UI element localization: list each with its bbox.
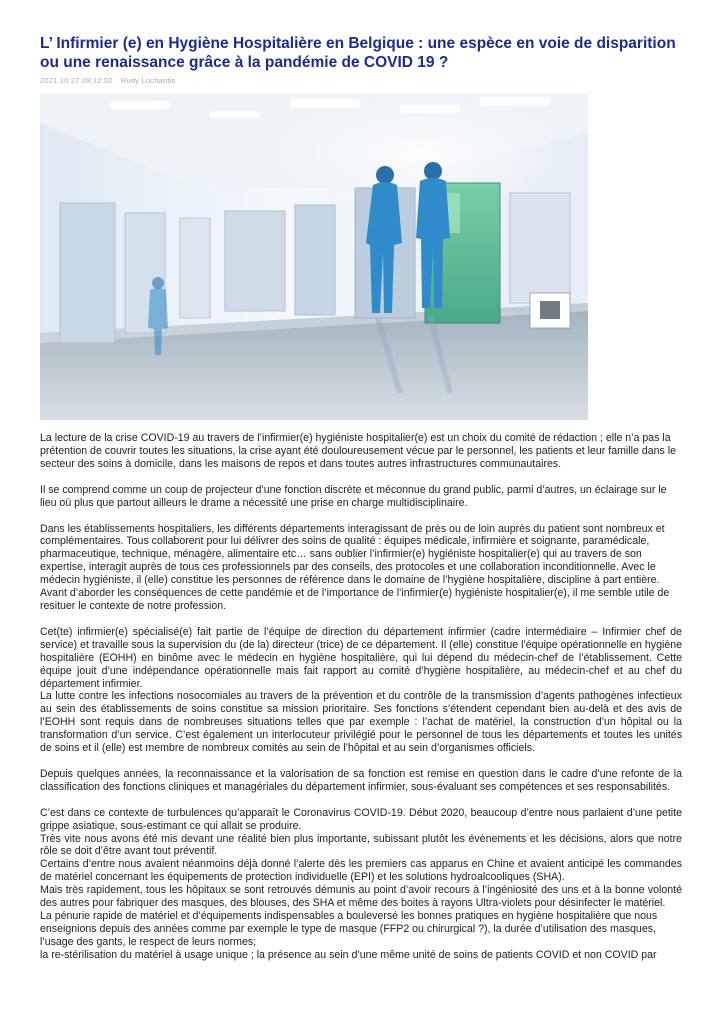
paragraph: La lecture de la crise COVID-19 au travers de l’infirmier(e) hygiéniste hospitalier(e) est un choix du comité de rédaction ; elle n’a pas la prétention de couvrir toutes les situations, la crise ayant été douloureusement vécue par le personnel, les patients et leur famille dans le secteur des soins à domicile, dans les maisons de repos et dans toutes autres infrastructures communautaires. bbox=[40, 432, 676, 470]
paragraph: C’est dans ce contexte de turbulences qu’apparaît le Coronavirus COVID-19. Début 2020, beaucoup d’entre nous parlaient d’une petite grippe asiatique, sous-estimant ce qui allait se produire. bbox=[40, 806, 682, 832]
hospital-corridor-photo bbox=[40, 93, 588, 420]
paragraph: la re-stérilisation du matériel à usage unique ; la présence au sein d’une même unité de soins de patients COVID et non COVID par bbox=[40, 948, 657, 961]
paragraph: La pénurie rapide de matériel et d’équipements indispensables a bouleversé les bonnes pratiques en hygiène hospitalière que nous enseignions depuis des années comme par exemple le type de masque (FFP2 ou chirurgical ?), la durée d’utilisation des masques, l’usage des gants, le respect de leurs normes; bbox=[40, 910, 658, 948]
publish-date: 2021 10 27 09:12:02 bbox=[40, 76, 113, 85]
author-name: Rudy Lochantis bbox=[120, 76, 176, 85]
paragraph: Il se comprend comme un coup de projecteur d’une fonction discrète et méconnue du grand public, parmi d’autres, un éclairage sur le lieu où plus que partout ailleurs le drame a nécessité une prise en charge multidisciplinaire. bbox=[40, 483, 667, 509]
article-title: L’ Infirmier (e) en Hygiène Hospitalière en Belgique : une espèce en voie de disparition ou une renaissance grâce à la pandémie de COVID 19 ? bbox=[40, 35, 676, 71]
paragraph: Certains d’entre nous avaient néanmoins déjà donné l’alerte dès les premiers cas apparus en Chine et avaient anticipé les commandes de matériel concernant les équipements de protection individuelle (EPI) et les solutions hydroalcooliques (SHA). bbox=[40, 858, 682, 884]
paragraph: Très vite nous avons été mis devant une réalité bien plus importante, subissant plutôt les évènements et les décisions, alors que notre rôle se doit d’être avant tout préventif. bbox=[40, 832, 682, 858]
paragraph: Cet(te) infirmier(e) spécialisé(e) fait partie de l’équipe de direction du département infirmier (cadre intermédiaire – Infirmier chef de service) et travaille sous la supervision du (de la) directeur (trice) de ce département. Il (elle) constitue l’équipe opérationnelle en hygiène hospitalière (EOHH) en binôme avec le médecin en hygiène hospitalière, qui lui dépend du médecin-chef de l’établissement. Cette équipe jouit d’une indépendance opérationnelle mais fait rapport au comité d’hygiène hospitalière, au médecin-chef et au chef du département infirmier. bbox=[40, 625, 682, 690]
paragraph: La lutte contre les infections nosocomiales au travers de la prévention et du contrôle de la transmission d’agents pathogènes infectieux au sein des établissements de soins constitue sa mission prioritaire. Ses fonctions s’étendent cependant bien au-delà et des avis de l’EOHH sont requis dans de nombreuses situations telles que par exemple : l’achat de matériel, la construction d’un hôpital ou la transformation d’un service. C’est également un interlocuteur privilégié pour le personnel de tous les départements et toutes les unités de soins et il (elle) est membre de nombreux comités au sein de l’hôpital et au sein d’organismes officiels. bbox=[40, 690, 682, 755]
paragraph: Mais très rapidement, tous les hôpitaux se sont retrouvés démunis au point d’avoir recours à l’ingéniosité des uns et à la bonne volonté des autres pour fabriquer des masques, des blouses, des SHA et même des boites à rayons Ultra-violets pour désinfecter le matériel. bbox=[40, 884, 682, 910]
article-body bbox=[40, 432, 682, 962]
article-meta bbox=[40, 76, 175, 85]
paragraph: Depuis quelques années, la reconnaissance et la valorisation de sa fonction est remise en question dans le cadre d’une refonte de la classification des fonctions cliniques et managériales du département infirmier, sous-évaluant ses compétences et ses responsabilités. bbox=[40, 767, 682, 793]
paragraph: Dans les établissements hospitaliers, les différents départements interagissant de près ou de loin auprès du patient sont nombreux et complémentaires. Tous collaborent pour lui délivrer des soins de qualité : équipes médicale, infirmière et soignante, paramédicale, pharmaceutique, technique, ménagère, alimentaire etc… sans oublier l’infirmier(e) hygiéniste hospitalier(e) qui au travers de son expertise, interagit auprès de tous ces professionnels par des conseils, des protocoles et une collaboration inconditionnelle. Avec le médecin hygiéniste, il (elle) constitue les personnes de référence dans le domaine de l’hygiène hospitalière, discipline à part entière. Avant d’aborder les conséquences de cette pandémie et de l’importance de l’infirmier(e) hygiéniste hospitalier(e), il me semble utile de resituer le contexte de notre profession. bbox=[40, 522, 670, 612]
